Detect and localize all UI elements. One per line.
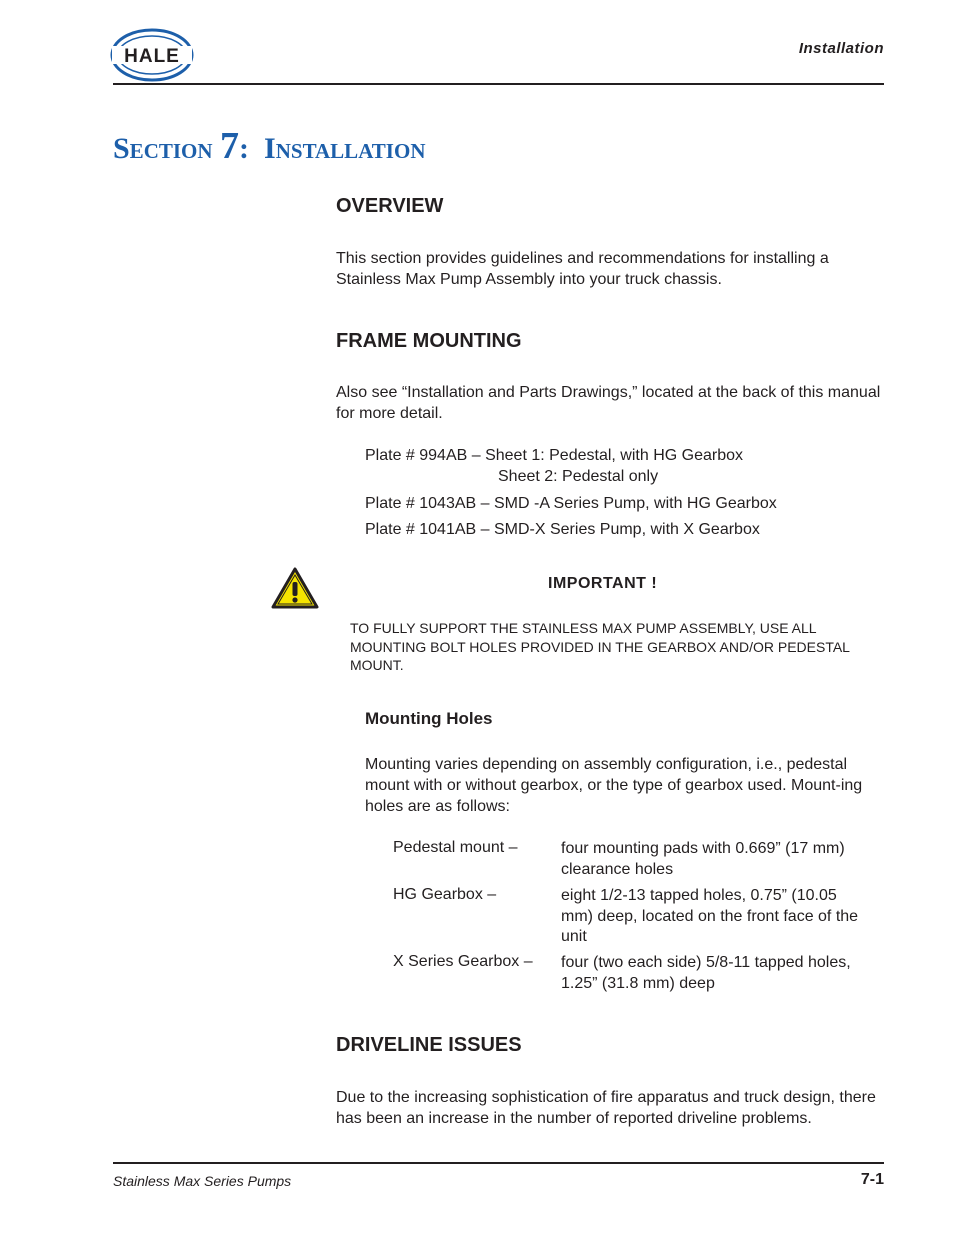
- hale-logo-graphic: [110, 27, 194, 83]
- driveline-text: Due to the increasing sophistication of fire apparatus and truck design, there has been an increase in the number of reported driveline problems.: [336, 1089, 876, 1127]
- overview-heading: OVERVIEW: [336, 195, 444, 217]
- plate-994ab-sheet1: Plate # 994AB – Sheet 1: Pedestal, with HG Gearbox: [365, 447, 743, 464]
- section-number: 7: [220, 125, 240, 167]
- mount-row-label: HG Gearbox –: [393, 886, 497, 903]
- plate-1041ab: Plate # 1041AB – SMD-X Series Pump, with X Gearbox: [365, 521, 760, 538]
- frame-mounting-heading: FRAME MOUNTING: [336, 330, 522, 352]
- warning-text: TO FULLY SUPPORT THE STAINLESS MAX PUMP ASSEMBLY, USE ALL MOUNTING BOLT HOLES PROVIDED IN THE GEARBOX AND/OR PEDESTAL MOUNT.: [350, 620, 850, 673]
- mount-row-value: four (two each side) 5/8-11 tapped holes, 1.25” (31.8 mm) deep: [561, 954, 851, 992]
- warning-triangle-icon: [270, 566, 320, 610]
- mount-row-value: eight 1/2-13 tapped holes, 0.75” (10.05 mm) deep, located on the front face of the unit: [561, 887, 859, 945]
- footer-rule: [113, 1162, 884, 1164]
- plate-1043ab: Plate # 1043AB – SMD -A Series Pump, with HG Gearbox: [365, 495, 777, 512]
- page-number: 7-1: [860, 1171, 884, 1188]
- footer-document-title: Stainless Max Series Pumps: [113, 1173, 292, 1189]
- section-suffix: :: [239, 132, 250, 165]
- header-rule: [113, 83, 884, 85]
- mount-row-label: X Series Gearbox –: [393, 953, 533, 970]
- overview-text: This section provides guidelines and recommendations for installing a Stainless Max Pump Assembly into your truck chassis.: [336, 250, 829, 288]
- mounting-holes-text: Mounting varies depending on assembly configuration, i.e., pedestal mount with or without gearbox, or the type of gearbox used. Mount-ing holes are as follows:: [365, 756, 863, 815]
- running-header-title: Installation: [798, 40, 884, 57]
- section-name: Installation: [264, 132, 426, 165]
- mounting-holes-heading: Mounting Holes: [365, 709, 493, 728]
- hale-logo: [110, 27, 194, 83]
- frame-mounting-text: Also see “Installation and Parts Drawings,” located at the back of this manual for more detail.: [336, 384, 881, 422]
- logo-text: HALE: [124, 46, 180, 67]
- driveline-heading: DRIVELINE ISSUES: [336, 1034, 522, 1056]
- mount-row-label: Pedestal mount –: [393, 839, 518, 856]
- mount-row-value: four mounting pads with 0.669” (17 mm) clearance holes: [561, 840, 845, 878]
- plate-994ab-sheet2: Sheet 2: Pedestal only: [498, 468, 659, 485]
- section-prefix: Section: [113, 132, 221, 165]
- section-title: [113, 124, 425, 168]
- important-label: IMPORTANT !: [548, 575, 658, 592]
